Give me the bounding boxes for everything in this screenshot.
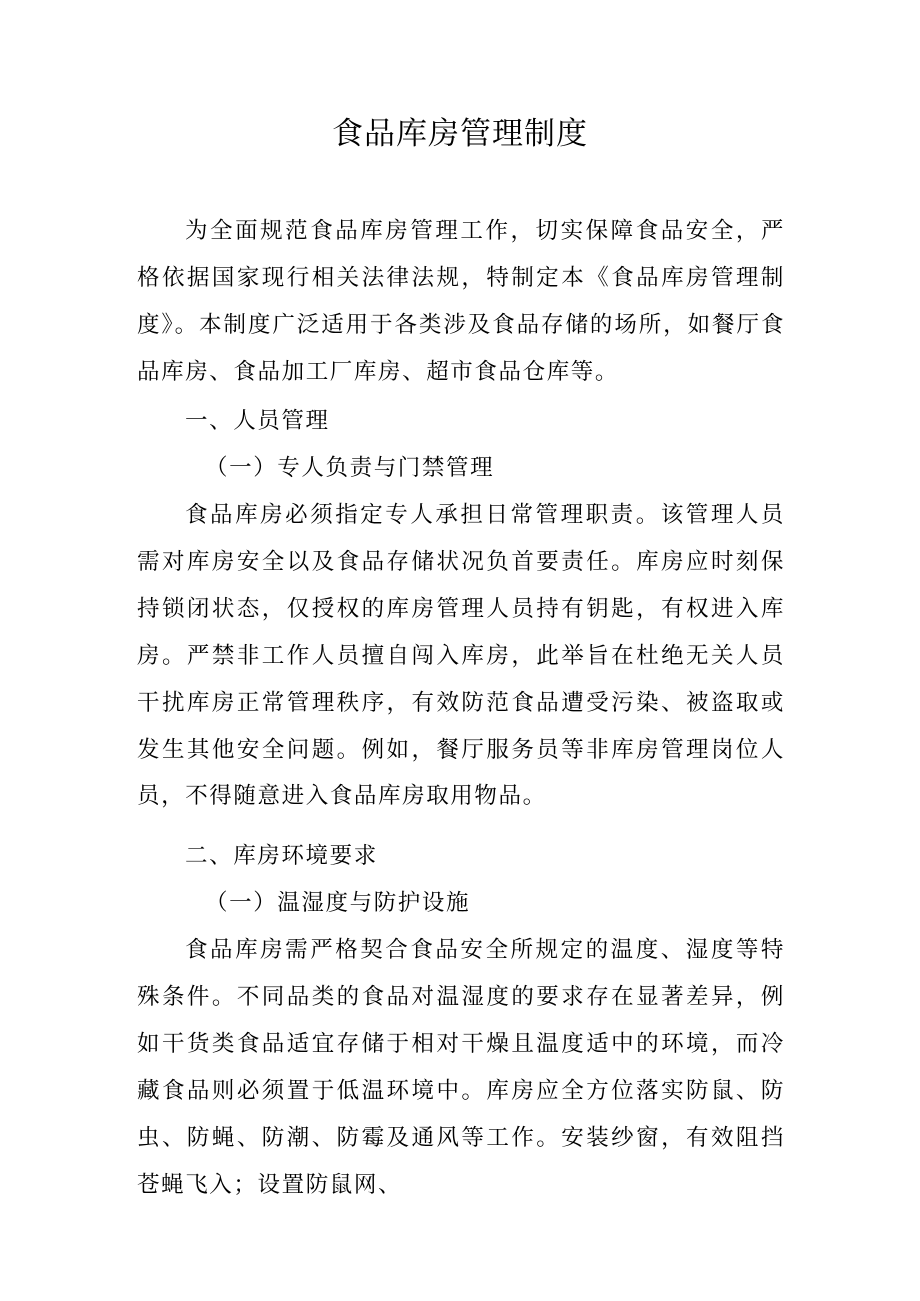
intro-paragraph: 为全面规范食品库房管理工作，切实保障食品安全，严格依据国家现行相关法律法规，特制定本《食品库房管理制度》。本制度广泛适用于各类涉及食品存储的场所，如餐厅食品库房、食品加工厂库房、超市食品仓库等。 — [137, 218, 785, 385]
paragraph-access-control: 食品库房必须指定专人承担日常管理职责。该管理人员需对库房安全以及食品存储状况负首要责任。库房应时刻保持锁闭状态，仅授权的库房管理人员持有钥匙，有权进入库房。严禁非工作人员擅自闯入库房，此举旨在杜绝无关人员干扰库房正常管理秩序，有效防范食品遭受污染、被盗取或发生其他安全问题。例如，餐厅服务员等非库房管理岗位人员，不得随意进入食品库房取用物品。 — [137, 502, 785, 810]
subsection-heading-temperature: （一）温湿度与防护设施 — [205, 890, 471, 916]
section-heading-environment: 二、库房环境要求 — [185, 843, 378, 869]
document-title: 食品库房管理制度 — [332, 116, 588, 152]
subsection-heading-access-control: （一）专人负责与门禁管理 — [205, 455, 495, 481]
section-heading-personnel: 一、人员管理 — [185, 408, 330, 434]
paragraph-temperature: 食品库房需严格契合食品安全所规定的温度、湿度等特殊条件。不同品类的食品对温湿度的要求存在显著差异，例如干货类食品适宜存储于相对干燥且温度适中的环境，而冷藏食品则必须置于低温环境中。库房应全方位落实防鼠、防虫、防蝇、防潮、防霉及通风等工作。安装纱窗，有效阻挡苍蝇飞入；设置防鼠网、 — [137, 937, 785, 1198]
